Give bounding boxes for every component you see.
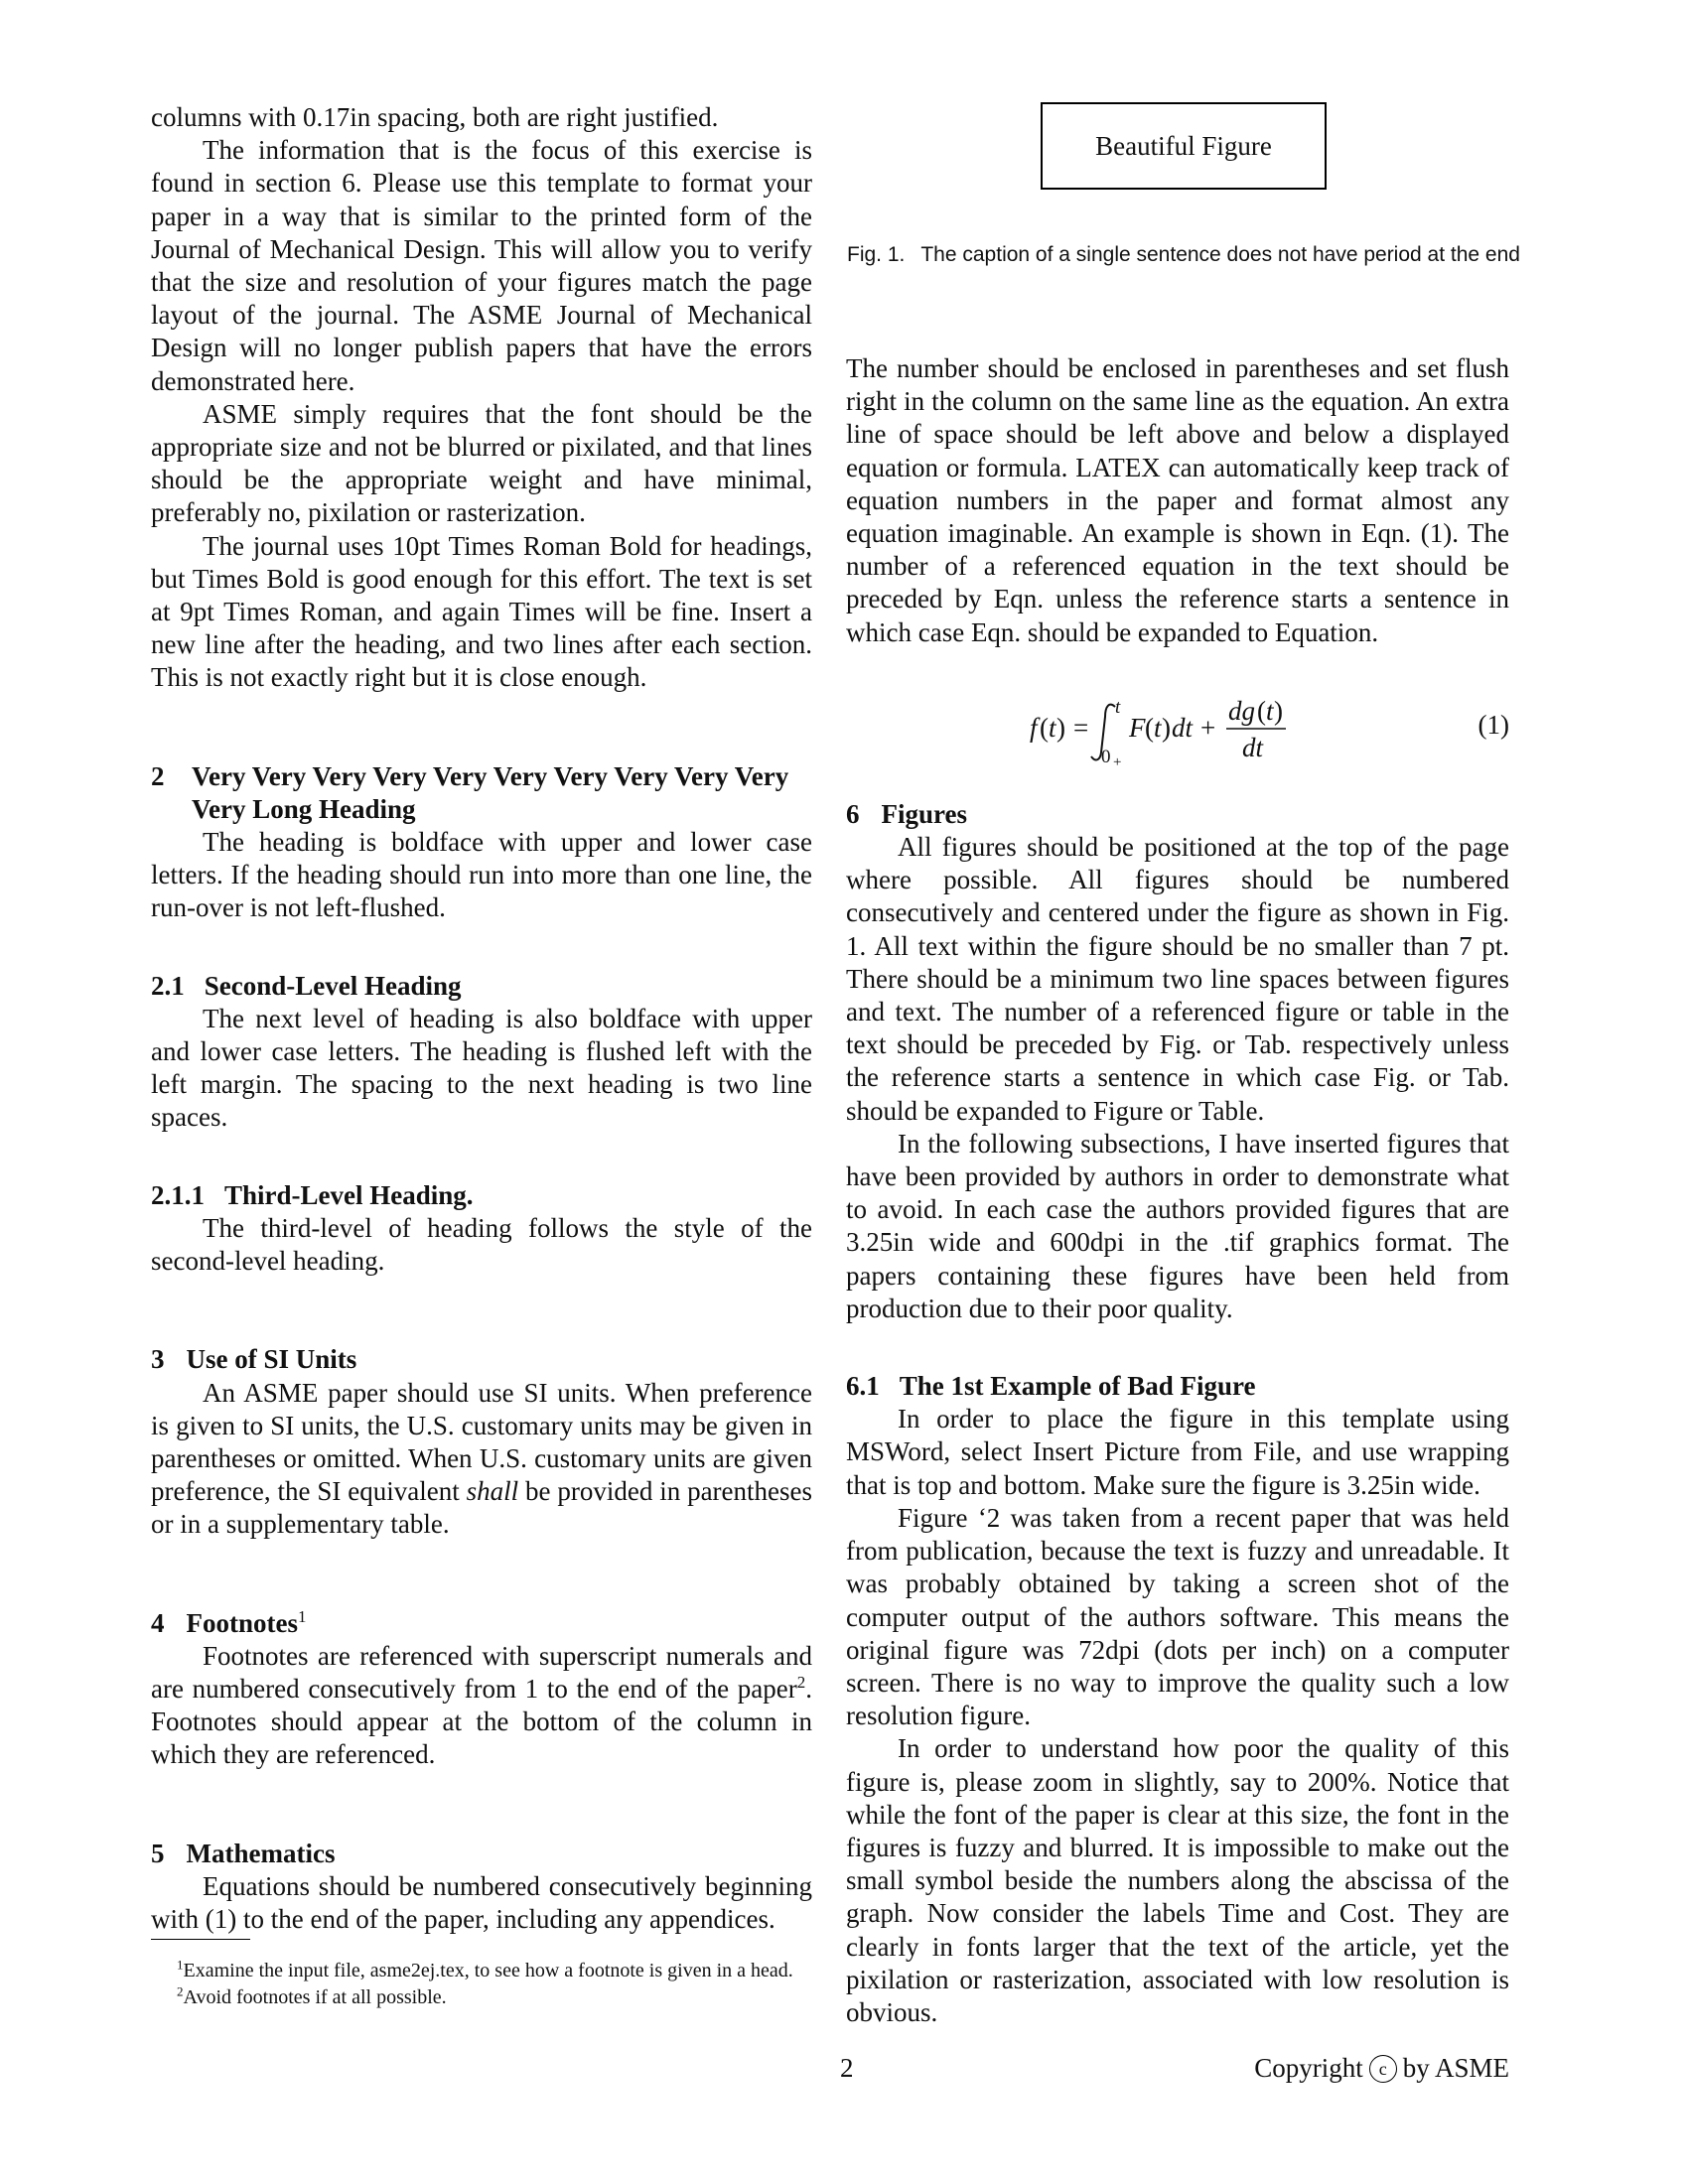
- svg-text:): ): [1162, 712, 1171, 743]
- paragraph: The number should be enclosed in parentheses and set flush right in the column on the same line as the equation. An extra line of space should be left above and below a displayed equation or formula. LATEX can automatically keep track of equation numbers in the paper and format almost any equation imaginable. An example is shown in Eqn. (1). The number of a referenced equation in the text should be preceded by Eqn. unless the reference starts a sentence in which case Eqn. should be expanded to Equation.: [846, 353, 1509, 647]
- footnotes: [151, 1958, 812, 2011]
- svg-text:dg: dg: [1228, 695, 1255, 726]
- section-heading-3: 3 Use of SI Units: [151, 1344, 357, 1375]
- svg-text:0: 0: [1101, 746, 1111, 766]
- svg-text:(: (: [1040, 712, 1049, 743]
- section-heading-6-1: 6.1 The 1st Example of Bad Figure: [846, 1371, 1256, 1402]
- figure-caption: Fig. 1. The caption of a single sentence does not have period at the end: [847, 243, 1520, 266]
- svg-text:+: +: [1200, 712, 1216, 743]
- paragraph: Footnotes are referenced with superscript numerals and are numbered consecutively from 1 to the end of the paper$^2$. Footnotes should appear at the bottom of the column in which they are referenced.: [151, 1640, 812, 1770]
- paragraph: ASME simply requires that the font should be the appropriate size and not be blurred or pixilated, and that lines should be the appropriate weight and have minimal, preferably no, pixilation or rasterization.: [151, 398, 812, 528]
- paragraph: An ASME paper should use SI units. When preference is given to SI units, the U.S. customary units may be given in parentheses or omitted. When U.S. customary units are given preference, the SI equivalent shall be provided in parentheses or in a supplementary table.: [151, 1377, 813, 1540]
- svg-text:(: (: [1145, 712, 1154, 743]
- right-column: [846, 352, 1509, 2029]
- left-column: [151, 101, 812, 1936]
- svg-text:t: t: [1049, 712, 1056, 743]
- svg-text:(: (: [1257, 695, 1266, 726]
- equation-number: (1): [1477, 709, 1509, 740]
- paragraph: The third-level of heading follows the style of the second-level heading.: [151, 1212, 812, 1277]
- paragraph: The journal uses 10pt Times Roman Bold for headings, but Times Bold is good enough for this effort. The text is set at 9pt Times Roman, and again Times will be fine. Insert a new line after the heading, and two lines after each section. This is not exactly right but it is close enough.: [151, 530, 812, 693]
- figure-placeholder: [1041, 102, 1327, 190]
- figure-label: Beautiful Figure: [1095, 130, 1272, 161]
- paragraph: The next level of heading is also boldface with upper and lower case letters. The heading is flushed left with the left margin. The spacing to the next heading is two line spaces.: [151, 1003, 812, 1133]
- section-heading-2-1: 2.1 Second-Level Heading: [151, 970, 462, 1001]
- equation-formula: [1030, 687, 1347, 766]
- svg-text:=: =: [1073, 712, 1089, 743]
- paragraph: Figure ‘2 was taken from a recent paper that was held from publication, because the text is fuzzy and unreadable. It was probably obtained by taking a screen shot of the computer output of the authors software. This means the original figure was 72dpi (dots per inch) on a computer screen. There is no way to improve the quality such a low resolution figure.: [846, 1502, 1509, 1731]
- section-heading-2: 2 Very Very Very Very Very Very Very Very Very Very Very Long Heading: [151, 760, 789, 824]
- paragraph: In order to understand how poor the quality of this figure is, please zoom in slightly, say to 200%. Notice that while the font of the paper is clear at this size, the font in the figures is fuzzy and blurred. It is impossible to make out the small symbol beside the numbers along the abscissa of the graph. Now consider the labels Time and Cost. They are clearly in fonts larger that the text of the article, yet the pixilation or rasterization, associated with low resolution is obvious.: [846, 1733, 1509, 2027]
- section-heading-6: 6 Figures: [846, 798, 967, 829]
- paragraph: The heading is boldface with upper and lower case letters. If the heading should run into more than one line, the run-over is not left-flushed.: [151, 827, 812, 923]
- section-heading-5: 5 Mathematics: [151, 1838, 336, 1868]
- paragraph: columns with 0.17in spacing, both are right justified.: [151, 102, 719, 132]
- svg-text:): ): [1056, 712, 1065, 743]
- footnote-1: $^1$Examine the input file, asme2ej.tex, to see how a footnote is given in a head.: [177, 1957, 793, 1981]
- page-number: 2: [840, 2053, 854, 2083]
- svg-text:t: t: [1266, 695, 1274, 726]
- copyright-icon: c: [1369, 2055, 1397, 2083]
- section-heading-2-1-1: 2.1.1 Third-Level Heading.: [151, 1179, 474, 1210]
- paragraph: In the following subsections, I have inserted figures that have been provided by authors in order to demonstrate what to avoid. In each case the authors provided figures that are 3.25in wide and 600dpi in the .tif graphics format. The papers containing these figures have been held from production due to their poor quality.: [846, 1128, 1509, 1323]
- svg-text:dt: dt: [1172, 712, 1194, 743]
- footnote-2: $^2$Avoid footnotes if at all possible.: [177, 1983, 447, 2008]
- svg-text:): ): [1274, 695, 1283, 726]
- paragraph: All figures should be positioned at the top of the page where possible. All figures should be numbered consecutively and centered under the figure as shown in Fig. 1. All text within the figure should be no smaller than 7 pt. There should be a minimum two line spaces between figures and text. The number of a referenced figure or table in the text should be preceded by Fig. or Tab. respectively unless the reference starts a sentence in which case Fig. or Tab. should be expanded to Figure or Table.: [846, 832, 1509, 1126]
- paragraph: Equations should be numbered consecutively beginning with (1) to the end of the paper, including any appendices.: [151, 1870, 812, 1934]
- equation-1: [846, 649, 1509, 798]
- svg-text:F: F: [1129, 712, 1146, 743]
- section-heading-4: 4 Footnotes$^1$: [151, 1606, 307, 1638]
- svg-text:t: t: [1154, 712, 1162, 743]
- footnote-marker: 1: [297, 1606, 307, 1626]
- paragraph: In order to place the figure in this template using MSWord, select Insert Picture from File, and use wrapping that is top and bottom. Make sure the figure is 3.25in wide.: [846, 1404, 1509, 1500]
- paragraph: The information that is the focus of this exercise is found in section 6. Please use this template to format your paper in a way that is similar to the printed form of the Journal of Mechanical Design. This will allow you to verify that the size and resolution of your figures match the page layout of the journal. The ASME Journal of Mechanical Design will no longer publish papers that have the errors demonstrated here.: [151, 135, 812, 396]
- svg-text:f: f: [1030, 712, 1038, 743]
- footnote-rule: [151, 1939, 250, 1940]
- copyright-notice: Copyright c by ASME: [1254, 2053, 1509, 2083]
- svg-text:+: +: [1113, 753, 1122, 766]
- footnote-marker: 2: [796, 1672, 806, 1692]
- svg-text:dt: dt: [1242, 732, 1264, 762]
- svg-text:t: t: [1115, 696, 1121, 718]
